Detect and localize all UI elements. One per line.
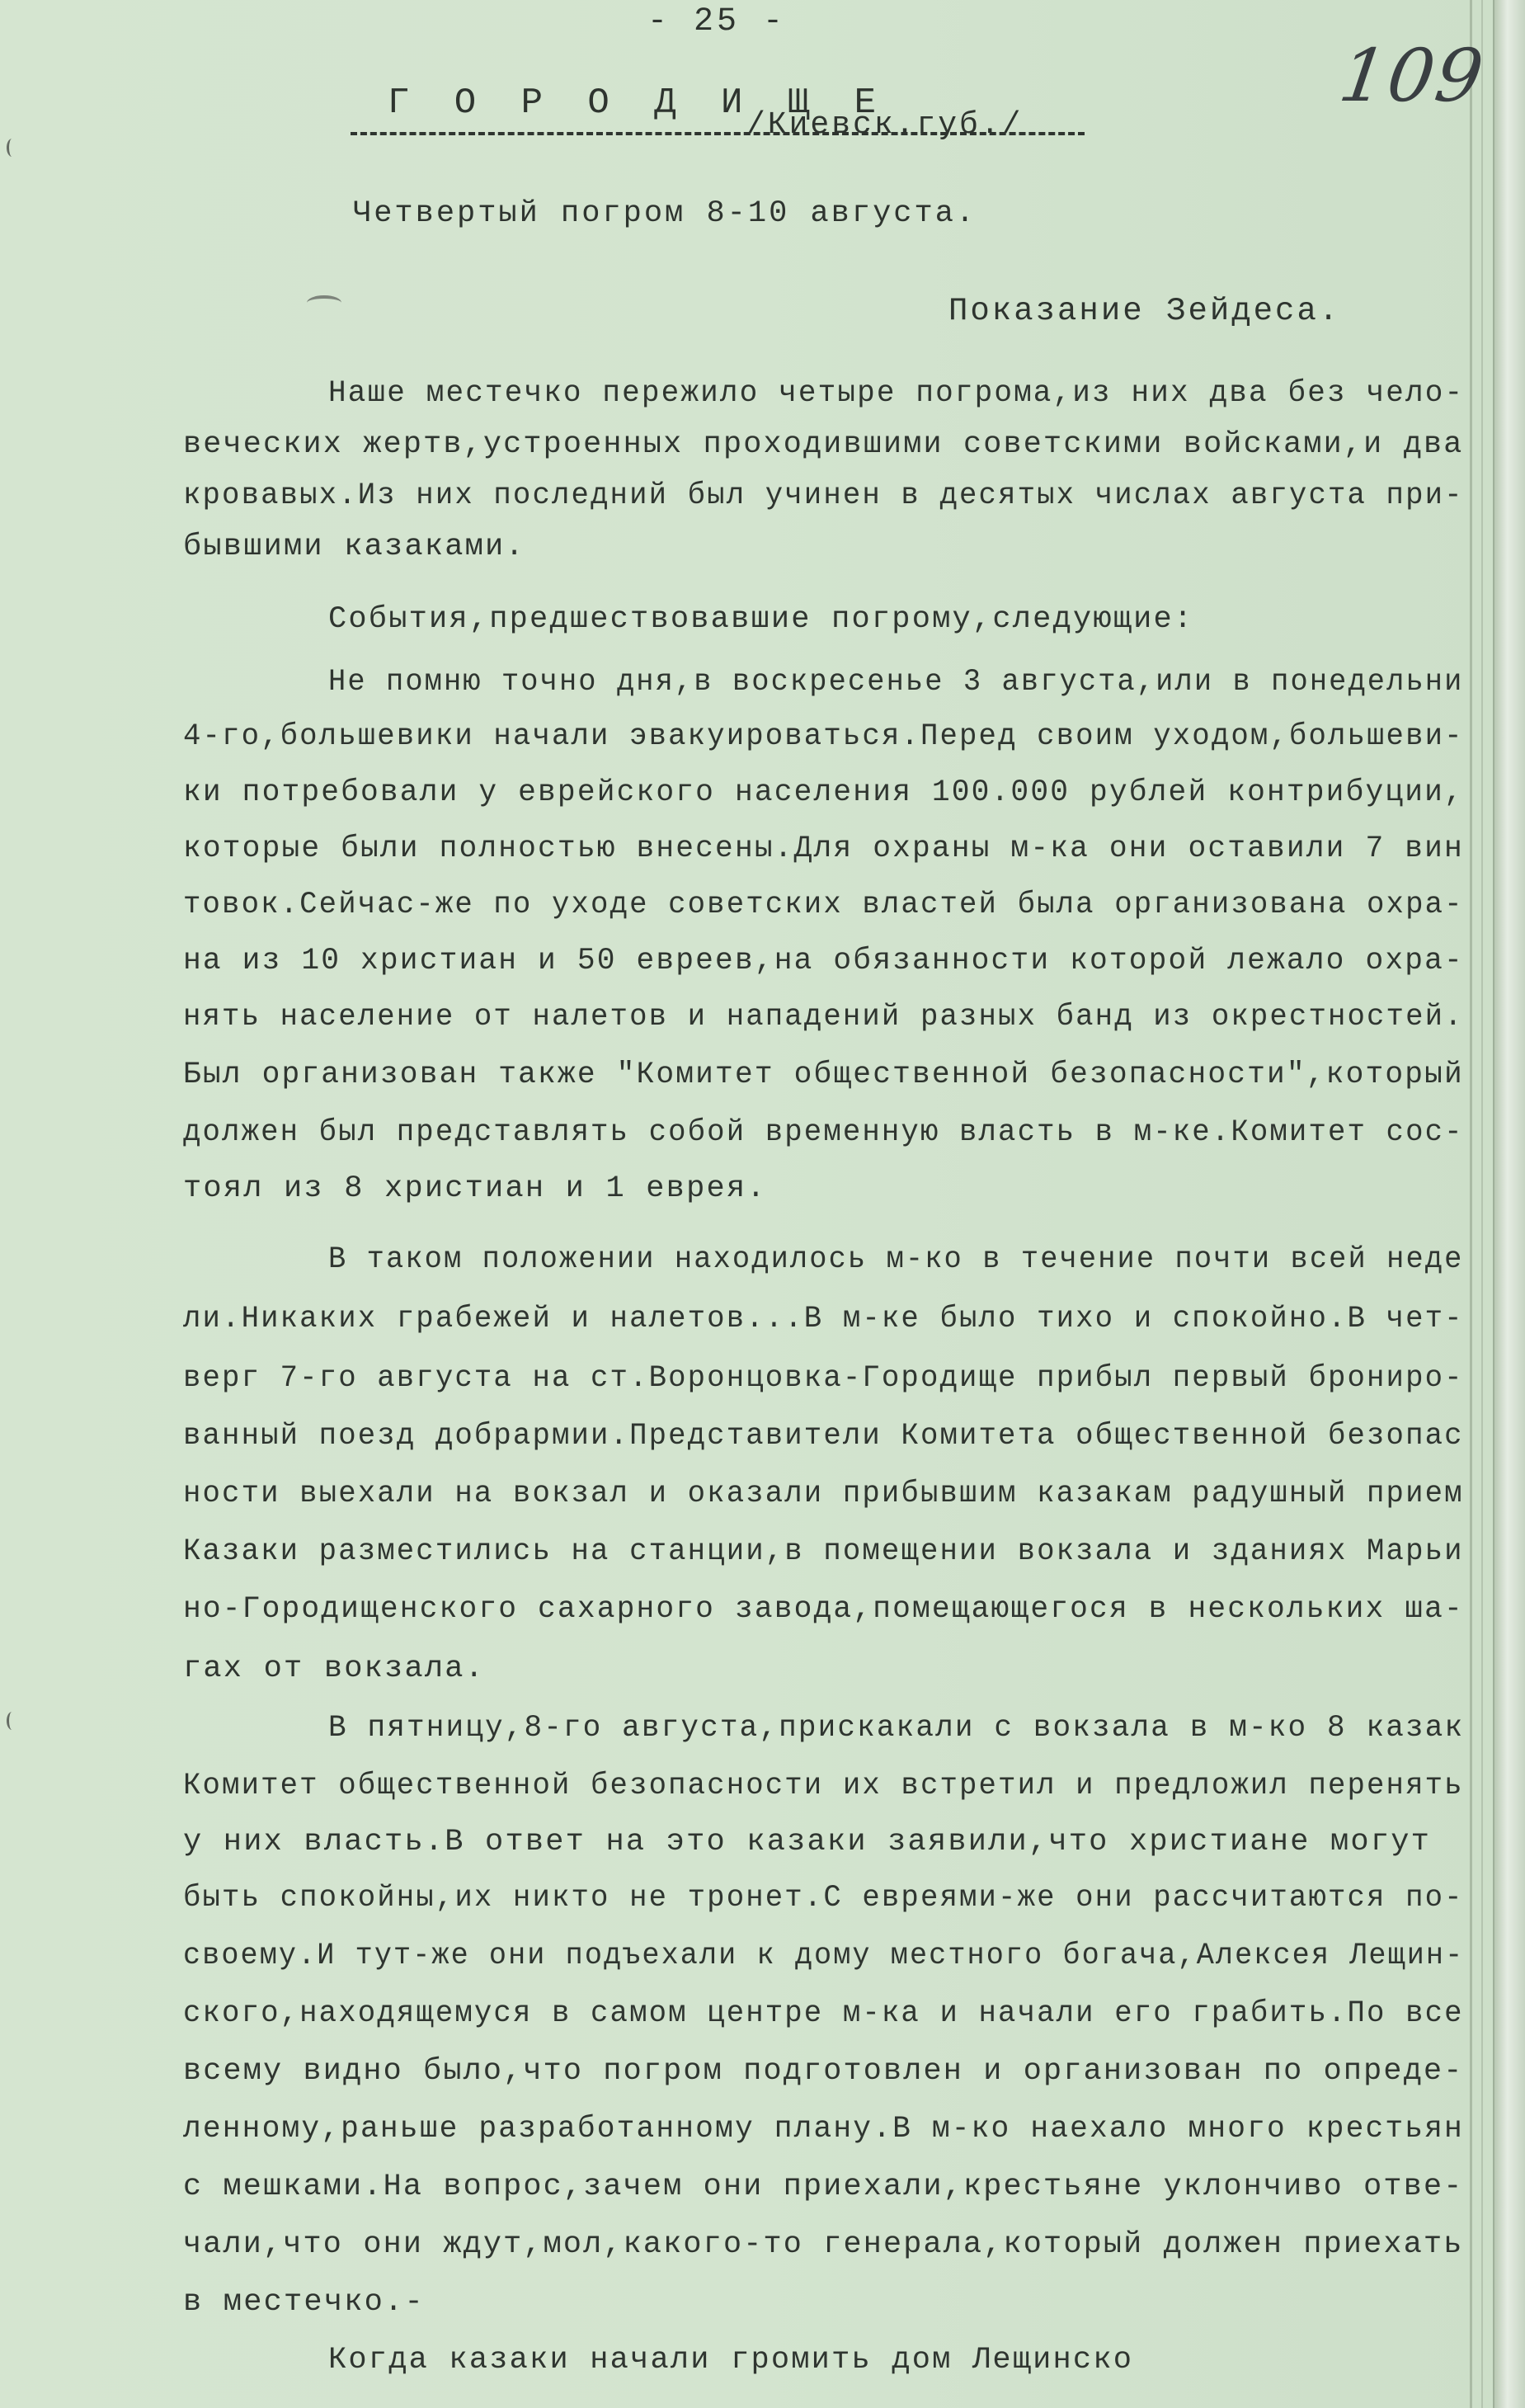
binding-mark <box>7 139 17 157</box>
text-line: гах от вокзала. <box>183 1652 486 1686</box>
document-subtitle: Четвертый погром 8-10 августа. <box>353 196 977 231</box>
text-line: Комитет общественной безопасности их встретил и предложил перенять <box>183 1769 1464 1803</box>
margin-rule-inner <box>1481 0 1483 2408</box>
text-line: но-Городищенского сахарного завода,помещающегося в нескольких ша- <box>183 1592 1464 1627</box>
text-line: бывшими казаками. <box>183 530 525 564</box>
text-line: ского,находящемуся в самом центре м-ка и начали его грабить.По все <box>183 1996 1464 2031</box>
text-line: ности выехали на вокзал и оказали прибывшим казакам радушный прием <box>183 1477 1464 1511</box>
binding-mark <box>7 1712 17 1730</box>
page-number: - 25 - <box>647 3 787 40</box>
binding-edge <box>1493 0 1525 2408</box>
text-line: 4-го,большевики начали эвакуироваться.Перед своим уходом,большеви- <box>183 719 1464 754</box>
text-line: Когда казаки начали громить дом Лещинско <box>328 2343 1134 2377</box>
text-line: ленному,раньше разработанному плану.В м-ко наехало много крестьян <box>183 2112 1464 2146</box>
text-line: которые были полностью внесены.Для охраны м-ка они оставили 7 вин <box>183 832 1464 866</box>
text-line: на из 10 христиан и 50 евреев,на обязанности которой лежало охра- <box>183 944 1464 978</box>
title-underline <box>351 132 1085 135</box>
pencil-mark <box>307 295 341 310</box>
text-line: нять население от налетов и нападений разных банд из окрестностей. <box>183 1000 1464 1034</box>
text-line: веческих жертв,устроенных проходившими советскими войсками,и два <box>183 427 1464 462</box>
text-line: верг 7-го августа на ст.Воронцовка-Городище прибыл первый брониро- <box>183 1361 1464 1396</box>
text-line: своему.И тут-же они подъехали к дому местного богача,Алексея Лещин- <box>183 1939 1465 1973</box>
folio-number: 109 <box>1334 33 1490 118</box>
text-line: всему видно было,что погром подготовлен и организован по опреде- <box>183 2054 1464 2089</box>
text-line: В таком положении находилось м-ко в течение почти всей неде <box>328 1242 1464 1277</box>
text-line: В пятницу,8-го августа,прискакали с вокзала в м-ко 8 казак <box>328 1711 1465 1746</box>
text-line: должен был представлять собой временную власть в м-ке.Комитет сос- <box>183 1115 1464 1150</box>
text-line: Был организован также "Комитет общественной безопасности",который <box>183 1058 1464 1092</box>
text-line: кровавых.Из них последний был учинен в десятых числах августа при- <box>183 478 1464 513</box>
text-line: с мешками.На вопрос,зачем они приехали,крестьяне уклончиво отве- <box>183 2170 1464 2204</box>
text-line: в местечко.- <box>183 2285 425 2320</box>
text-line: Наше местечко пережило четыре погрома,из них два без чело- <box>328 376 1465 411</box>
document-region: /Киевск.губ./ <box>746 107 1024 143</box>
text-line: ванный поезд добрармии.Представители Комитета общественной безопас <box>183 1419 1464 1454</box>
text-line: быть спокойны,их никто не тронет.С евреями-же они рассчитаются по- <box>183 1881 1464 1916</box>
text-line: Не помню точно дня,в воскресенье 3 августа,или в понедельни <box>328 665 1464 700</box>
margin-rule <box>1470 0 1472 2408</box>
text-line: ли.Никаких грабежей и налетов...В м-ке было тихо и спокойно.В чет- <box>183 1302 1464 1336</box>
text-line: чали,что они ждут,мол,какого-то генерала,который должен приехать <box>183 2227 1464 2262</box>
text-line: тоял из 8 христиан и 1 еврея. <box>183 1171 767 1206</box>
text-line: ки потребовали у еврейского населения 100.000 рублей контрибуции, <box>183 775 1464 810</box>
document-title: Г О Р О Д И Щ Е <box>388 82 888 124</box>
text-line: товок.Сейчас-же по уходе советских властей была организована охра- <box>183 888 1464 922</box>
text-line: События,предшествовавшие погрому,следующие: <box>328 602 1194 637</box>
text-line: Казаки разместились на станции,в помещении вокзала и зданиях Марьи <box>183 1534 1464 1569</box>
section-heading: Показание Зейдеса. <box>948 293 1341 329</box>
text-line: у них власть.В ответ на это казаки заявили,что христиане могут <box>183 1825 1432 1859</box>
